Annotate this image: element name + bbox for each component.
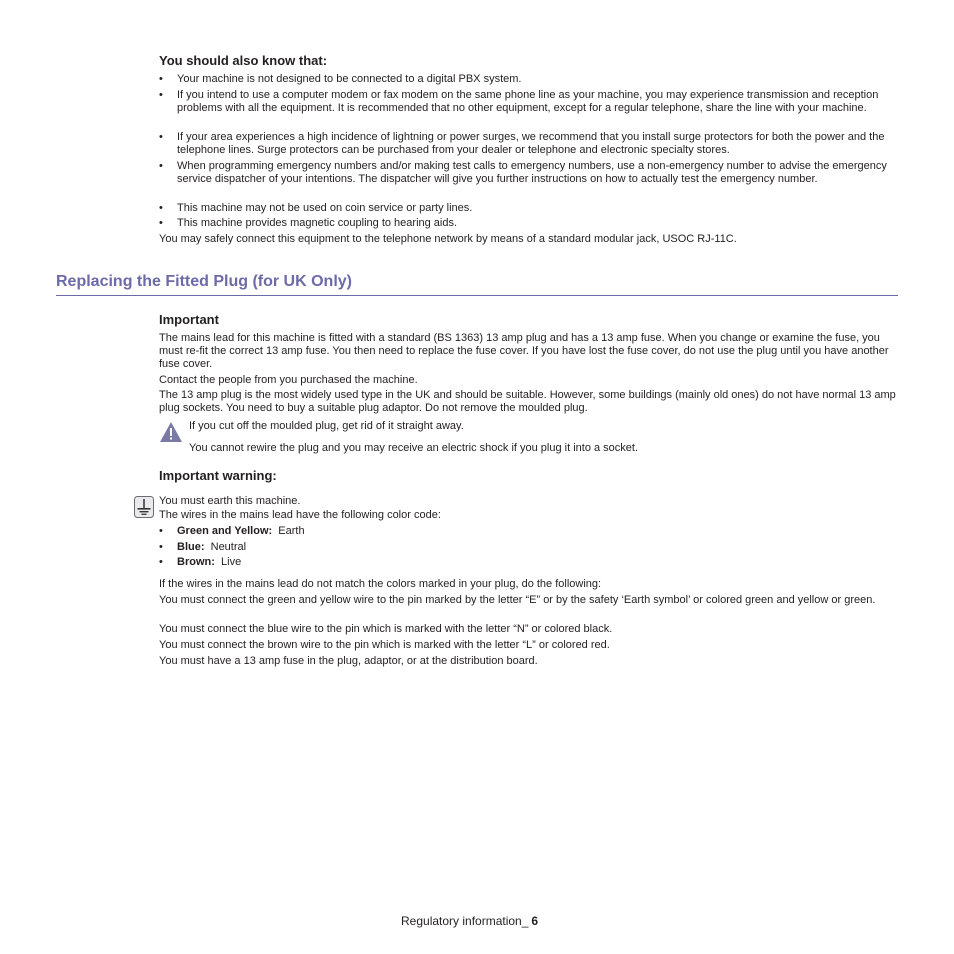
blue-wire-paragraph: You must connect the blue wire to the pin which is marked with the letter “N” or colored black. — [159, 623, 613, 635]
list-item-text: If you intend to use a computer modem or fax modem on the same phone line as your machine, you may experience transmission and reception problems with all the equipment. It is recommended that no other equipment, except for a regular telephone, share the line with your machine. — [177, 89, 879, 114]
section-divider — [56, 295, 898, 296]
list-item-text: This machine provides magnetic coupling to hearing aids. — [177, 217, 458, 229]
warning-heading: Important warning: — [159, 468, 277, 483]
wire-value: Live — [221, 556, 242, 568]
important-heading: Important — [159, 312, 219, 327]
caution-text-2: You cannot rewire the plug and you may receive an electric shock if you plug it into a socket. — [189, 442, 639, 454]
mismatch-paragraph: If the wires in the mains lead do not match the colors marked in your plug, do the following: — [159, 578, 602, 590]
list-item-text: This machine may not be used on coin service or party lines. — [177, 202, 473, 214]
important-paragraph-3: The 13 amp plug is the most widely used type in the UK and should be suitable. However, some buildings (mainly old ones) do not have normal 13 amp plug sockets. You need to buy a suitable plug adaptor. Do not remove the moulded plug. — [159, 389, 896, 414]
list-item-text: When programming emergency numbers and/or making test calls to emergency numbers, use a non-emergency number to advise the emergency service dispatcher of your intentions. The dispatcher will give you further instructions on how to actually test the emergency number. — [177, 160, 887, 185]
wire-label: Brown: — [177, 556, 215, 568]
caution-text-1: If you cut off the moulded plug, get rid of it straight away. — [189, 420, 464, 432]
wire-value: Earth — [278, 525, 305, 537]
know-footer-paragraph: You may safely connect this equipment to the telephone network by means of a standard modular jack, USOC RJ-11C. — [159, 233, 737, 245]
brown-wire-paragraph: You must connect the brown wire to the pin which is marked with the letter “L” or colored red. — [159, 639, 610, 651]
warning-triangle-icon — [159, 421, 183, 443]
list-item-text: If your area experiences a high incidence of lightning or power surges, we recommend that you install surge protectors for both the power and the telephone lines. Surge protectors can be purchased from your dealer or telephone and electronic specialty stores. — [177, 131, 885, 156]
earth-ground-icon — [134, 496, 154, 518]
wires-intro: The wires in the mains lead have the following color code: — [159, 509, 441, 521]
fuse-paragraph: You must have a 13 amp fuse in the plug, adaptor, or at the distribution board. — [159, 655, 538, 667]
wire-label: Green and Yellow: — [177, 525, 273, 537]
important-paragraph-1: The mains lead for this machine is fitted with a standard (BS 1363) 13 amp plug and has a 13 amp fuse. When you change or examine the fuse, you must re-fit the correct 13 amp fuse. You then need to replace the fuse cover. If you have lost the fuse cover, do not use the plug until you have another fuse cover. — [159, 332, 889, 370]
important-paragraph-2: Contact the people from you purchased the machine. — [159, 374, 418, 386]
section-title: Replacing the Fitted Plug (for UK Only) — [56, 273, 352, 290]
earth-text: You must earth this machine. — [159, 495, 301, 507]
page-footer — [401, 914, 538, 928]
page-number: 6 — [531, 914, 539, 928]
list-item-text: Your machine is not designed to be connected to a digital PBX system. — [177, 73, 522, 85]
wire-label: Blue: — [177, 541, 205, 553]
footer-text: Regulatory information_ — [401, 914, 529, 928]
wire-value: Neutral — [210, 541, 247, 553]
know-heading: You should also know that: — [159, 53, 328, 68]
earth-wire-paragraph: You must connect the green and yellow wire to the pin marked by the letter “E” or by the safety ‘Earth symbol’ or colored green and yellow or green. — [159, 594, 876, 606]
